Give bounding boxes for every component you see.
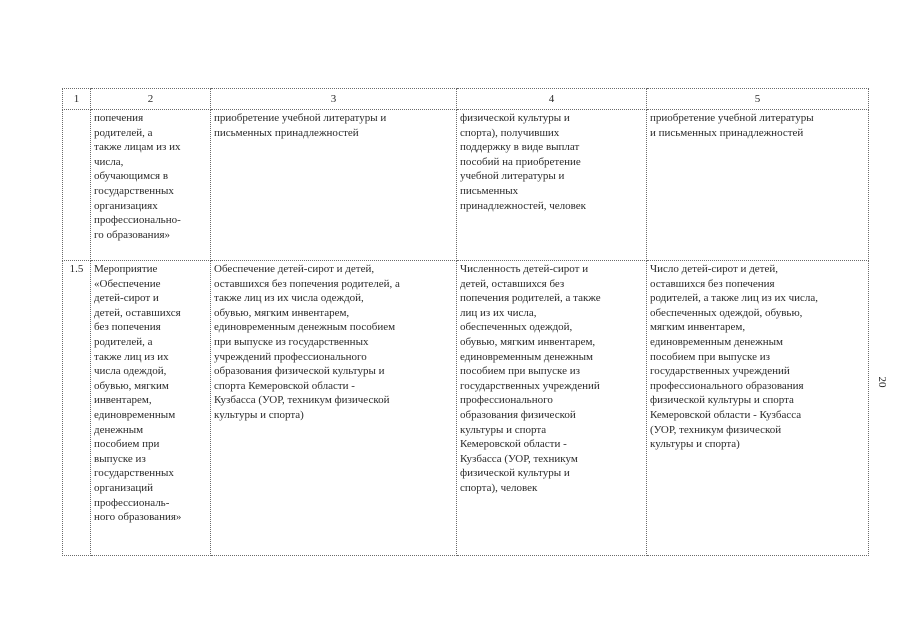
cell-text-line: единовременным денежным пособием [214, 321, 396, 334]
cell-text-line: пособием при выпуске из [460, 365, 580, 378]
cell-text-line: принадлежностей, человек [460, 199, 586, 212]
cell-text-line: Кемеровской области - [460, 438, 567, 451]
header-cell: 2 [91, 89, 211, 110]
cell-text-line: пособием при выпуске из [650, 350, 770, 363]
cell-text-line: единовременным денежным [460, 350, 593, 363]
cell-text-line: физической культуры и [460, 467, 570, 480]
cell-text-line: культуры и спорта) [214, 408, 304, 421]
cell-text-line: мягким инвентарем, [650, 321, 746, 334]
cell-text-line: родителей, а [94, 335, 153, 348]
cell-text-line: государственных учреждений [650, 365, 790, 378]
cell-text-line: единовременным [94, 408, 176, 421]
cell-text-line: приобретение учебной литературы [650, 112, 814, 124]
header-cell: 5 [647, 89, 869, 110]
table-row [63, 110, 869, 261]
cell-text-line: попечения родителей, а также [460, 292, 601, 305]
cell-text-line: го образования» [94, 228, 171, 241]
cell-text-line: Обеспечение детей-сирот и детей, [214, 263, 375, 275]
event-content-cell [211, 110, 457, 261]
cell-text-line: физической культуры и [460, 112, 570, 124]
cell-text-line: также лиц из их [94, 350, 169, 363]
page-number: 20 [876, 376, 888, 388]
table-row [63, 261, 869, 556]
indicator-cell [457, 261, 647, 556]
cell-text-line: оставшихся без попечения родителей, а [214, 277, 400, 290]
cell-text-line: при выпуске из государственных [214, 335, 369, 348]
cell-text-line: Кемеровской области - Кузбасса [650, 408, 802, 421]
table-header-row [63, 89, 869, 110]
cell-text-line: попечения [94, 112, 144, 124]
indicator-cell [457, 110, 647, 261]
row-number-cell: 1.5 [63, 261, 91, 556]
cell-text-line: Число детей-сирот и детей, [650, 263, 778, 275]
cell-text-line: спорта Кемеровской области - [214, 379, 355, 392]
cell-text-line: профессиональ- [94, 496, 170, 509]
cell-text-line: спорта), получивших [460, 126, 560, 139]
cell-text-line: выпуске из [94, 452, 146, 465]
cell-text-line: родителей, а также лиц из их числа, [650, 292, 819, 305]
header-cell: 4 [457, 89, 647, 110]
cell-text-line: образования физической [460, 408, 576, 421]
cell-text-line: культуры и спорта [460, 423, 547, 436]
header-cell: 3 [211, 89, 457, 110]
cell-text-line: государственных [94, 184, 174, 197]
cell-text-line: (УОР, техникум физической [650, 423, 782, 436]
cell-text-line: оставшихся без попечения [650, 277, 775, 290]
cell-text-line: письменных принадлежностей [214, 126, 359, 139]
cell-text-line: обувью, мягким инвентарем, [460, 335, 596, 348]
result-cell [647, 110, 869, 261]
cell-text-line: культуры и спорта) [650, 438, 740, 451]
cell-text-line: инвентарем, [94, 394, 152, 407]
cell-text-line: числа одеждой, [94, 365, 167, 378]
cell-text-line: пособий на приобретение [460, 155, 581, 168]
cell-text-line: обувью, мягким [94, 379, 169, 392]
cell-text-line: также лицам из их [94, 141, 181, 154]
cell-text-line: также лиц из их числа одеждой, [214, 292, 364, 305]
cell-text-line: обеспеченных одеждой, [460, 321, 573, 334]
cell-text-line: государственных учреждений [460, 379, 600, 392]
cell-text-line: профессионального [460, 394, 553, 407]
cell-text-line: Мероприятие [94, 263, 158, 275]
cell-text-line: Численность детей-сирот и [460, 263, 589, 275]
cell-text-line: обучающимся в [94, 170, 169, 183]
cell-text-line: профессионального образования [650, 379, 804, 392]
header-cell: 1 [63, 89, 91, 110]
cell-text-line: физической культуры и спорта [650, 394, 794, 407]
cell-text-line: детей, оставшихся без [460, 277, 565, 290]
cell-text-line: Кузбасса (УОР, техникум [460, 452, 578, 465]
cell-text-line: «Обеспечение [94, 277, 161, 290]
cell-text-line: организациях [94, 199, 158, 212]
event-content-cell [211, 261, 457, 556]
cell-text-line: образования физической культуры и [214, 365, 385, 378]
cell-text-line: обувью, мягким инвентарем, [214, 306, 350, 319]
cell-text-line: единовременным денежным [650, 335, 783, 348]
cell-text-line: письменных [460, 184, 519, 197]
event-name-cell [91, 261, 211, 556]
measures-table [62, 88, 869, 556]
cell-text-line: спорта), человек [460, 481, 538, 494]
cell-text-line: денежным [94, 423, 144, 436]
cell-text-line: пособием при [94, 438, 160, 451]
cell-text-line: детей, оставшихся [94, 306, 181, 319]
cell-text-line: профессионально- [94, 214, 181, 227]
cell-text-line: обеспеченных одеждой, обувью, [650, 306, 803, 319]
cell-text-line: без попечения [94, 321, 161, 334]
cell-text-line: ного образования» [94, 511, 182, 524]
cell-text-line: лиц из их числа, [460, 306, 537, 319]
cell-text-line: родителей, а [94, 126, 153, 139]
cell-text-line: организаций [94, 481, 154, 494]
cell-text-line: Кузбасса (УОР, техникум физической [214, 394, 390, 407]
cell-text-line: детей-сирот и [94, 292, 159, 305]
cell-text-line: поддержку в виде выплат [460, 141, 580, 154]
cell-text-line: государственных [94, 467, 174, 480]
result-cell [647, 261, 869, 556]
cell-text-line: учебной литературы и [460, 170, 565, 183]
row-number-cell [63, 110, 91, 261]
event-name-cell [91, 110, 211, 261]
cell-text-line: приобретение учебной литературы и [214, 112, 387, 124]
cell-text-line: учреждений профессионального [214, 350, 367, 363]
cell-text-line: числа, [94, 155, 124, 168]
cell-text-line: и письменных принадлежностей [650, 126, 804, 139]
